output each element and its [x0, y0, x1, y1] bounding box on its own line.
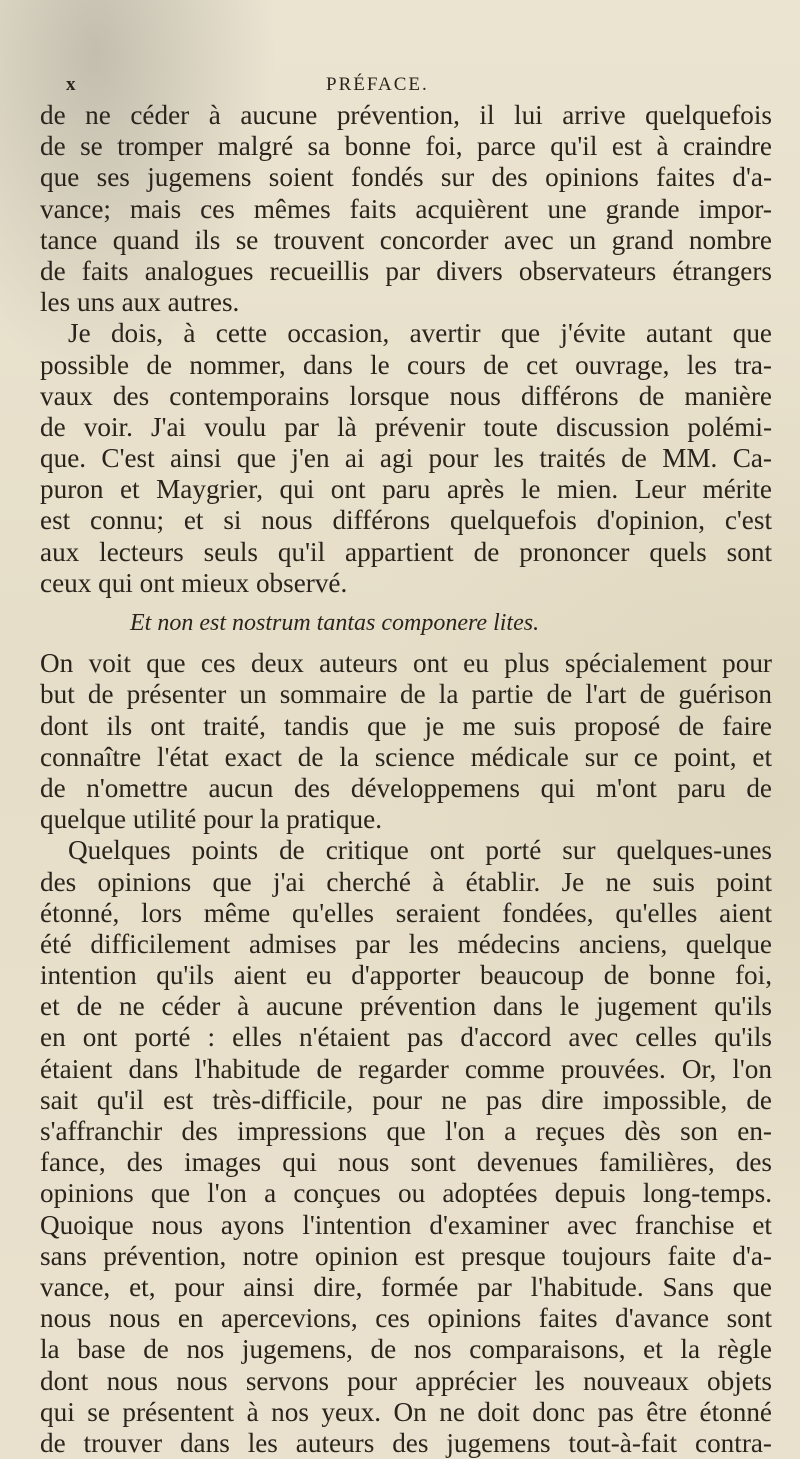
paragraph [40, 648, 772, 835]
text-line: étaient dans l'habitude de regarder comme prouvées. Or, l'on [40, 1053, 772, 1084]
text-line: est connu; et si nous différons quelquefois d'opinion, c'est [40, 505, 772, 536]
text-line: qui se présentent à nos yeux. On ne doit donc pas être étonné [40, 1396, 772, 1427]
text-line: vaux des contemporains lorsque nous différons de manière [40, 380, 772, 411]
text-line: étonné, lors même qu'elles seraient fondées, qu'elles aient [40, 897, 772, 928]
page-number: x [66, 74, 78, 95]
text-line: en ont porté : elles n'étaient pas d'accord avec celles qu'ils [40, 1022, 772, 1053]
text-line: sait qu'il est très-difficile, pour ne pas dire impossible, de [40, 1084, 772, 1115]
text-line: possible de nommer, dans le cours de cet ouvrage, les tra- [40, 349, 772, 380]
page-header [66, 74, 760, 98]
text-line: aux lecteurs seuls qu'il appartient de prononcer quels sont [40, 536, 772, 567]
text-line: été difficilement admises par les médecins anciens, quelque [40, 928, 772, 959]
text-line: s'affranchir des impressions que l'on a reçues dès son en- [40, 1116, 772, 1146]
text-line: intention qu'ils aient eu d'apporter beaucoup de bonne foi, [40, 960, 772, 991]
paragraph [40, 100, 772, 318]
latin-quote: Et non est nostrum tantas componere lites. [130, 610, 540, 636]
text-line: but de présenter un sommaire de la partie de l'art de guérison [40, 679, 772, 710]
text-line: de n'omettre aucun des développemens qui m'ont paru de [40, 772, 772, 803]
text-line: de trouver dans les auteurs des jugemens tout-à-fait contra- [40, 1427, 772, 1458]
text-line: connaître l'état exact de la science médicale sur ce point, et [40, 741, 772, 772]
text-line: puron et Maygrier, qui ont paru après le mien. Leur mérite [40, 474, 772, 505]
text-line: de faits analogues recueillis par divers observateurs étrangers [40, 255, 772, 286]
text-line: et de ne céder à aucune prévention dans le jugement qu'ils [40, 991, 772, 1022]
text-line: des opinions que j'ai cherché à établir. Je ne suis point [40, 866, 772, 897]
text-line: que ses jugemens soient fondés sur des opinions faites d'a- [40, 162, 772, 193]
text-line: la base de nos jugemens, de nos comparaisons, et la règle [40, 1334, 772, 1365]
text-line: fance, des images qui nous sont devenues familières, des [40, 1147, 772, 1178]
text-line: opinions que l'on a conçues ou adoptées depuis long-temps. [40, 1178, 772, 1209]
text-line: Quelques points de critique ont porté sur quelques-unes [68, 835, 772, 866]
text-line: quelque utilité pour la pratique. [40, 804, 383, 835]
text-line: les uns aux autres. [40, 287, 240, 318]
text-line: dont ils ont traité, tandis que je me suis proposé de faire [40, 710, 772, 741]
text-line: Quoique nous ayons l'intention d'examiner avec franchise et [40, 1209, 772, 1240]
text-line: tance quand ils se trouvent concorder avec un grand nombre [40, 224, 772, 255]
paragraph [40, 835, 772, 1459]
text-line: On voit que ces deux auteurs ont eu plus spécialement pour [40, 648, 772, 679]
text-line: Je dois, à cette occasion, avertir que j'évite autant que [68, 318, 772, 349]
text-line: dont nous nous servons pour apprécier les nouveaux objets [40, 1365, 772, 1396]
body-text [40, 100, 772, 1459]
text-line: ceux qui ont mieux observé. [40, 567, 348, 598]
running-title: PRÉFACE. [326, 74, 429, 95]
text-line: de voir. J'ai voulu par là prévenir toute discussion polémi- [40, 411, 772, 442]
text-line: vance; mais ces mêmes faits acquièrent une grande impor- [40, 193, 772, 224]
text-line: de ne céder à aucune prévention, il lui arrive quelquefois [40, 100, 772, 130]
text-line: que. C'est ainsi que j'en ai agi pour les traités de MM. Ca- [40, 443, 772, 474]
text-line: sans prévention, notre opinion est presque toujours faite d'a- [40, 1240, 772, 1271]
text-line: nous nous en apercevions, ces opinions faites d'avance sont [40, 1303, 772, 1334]
paragraph [40, 318, 772, 599]
text-line: vance, et, pour ainsi dire, formée par l'habitude. Sans que [40, 1271, 772, 1302]
text-line: de se tromper malgré sa bonne foi, parce qu'il est à craindre [40, 131, 772, 162]
